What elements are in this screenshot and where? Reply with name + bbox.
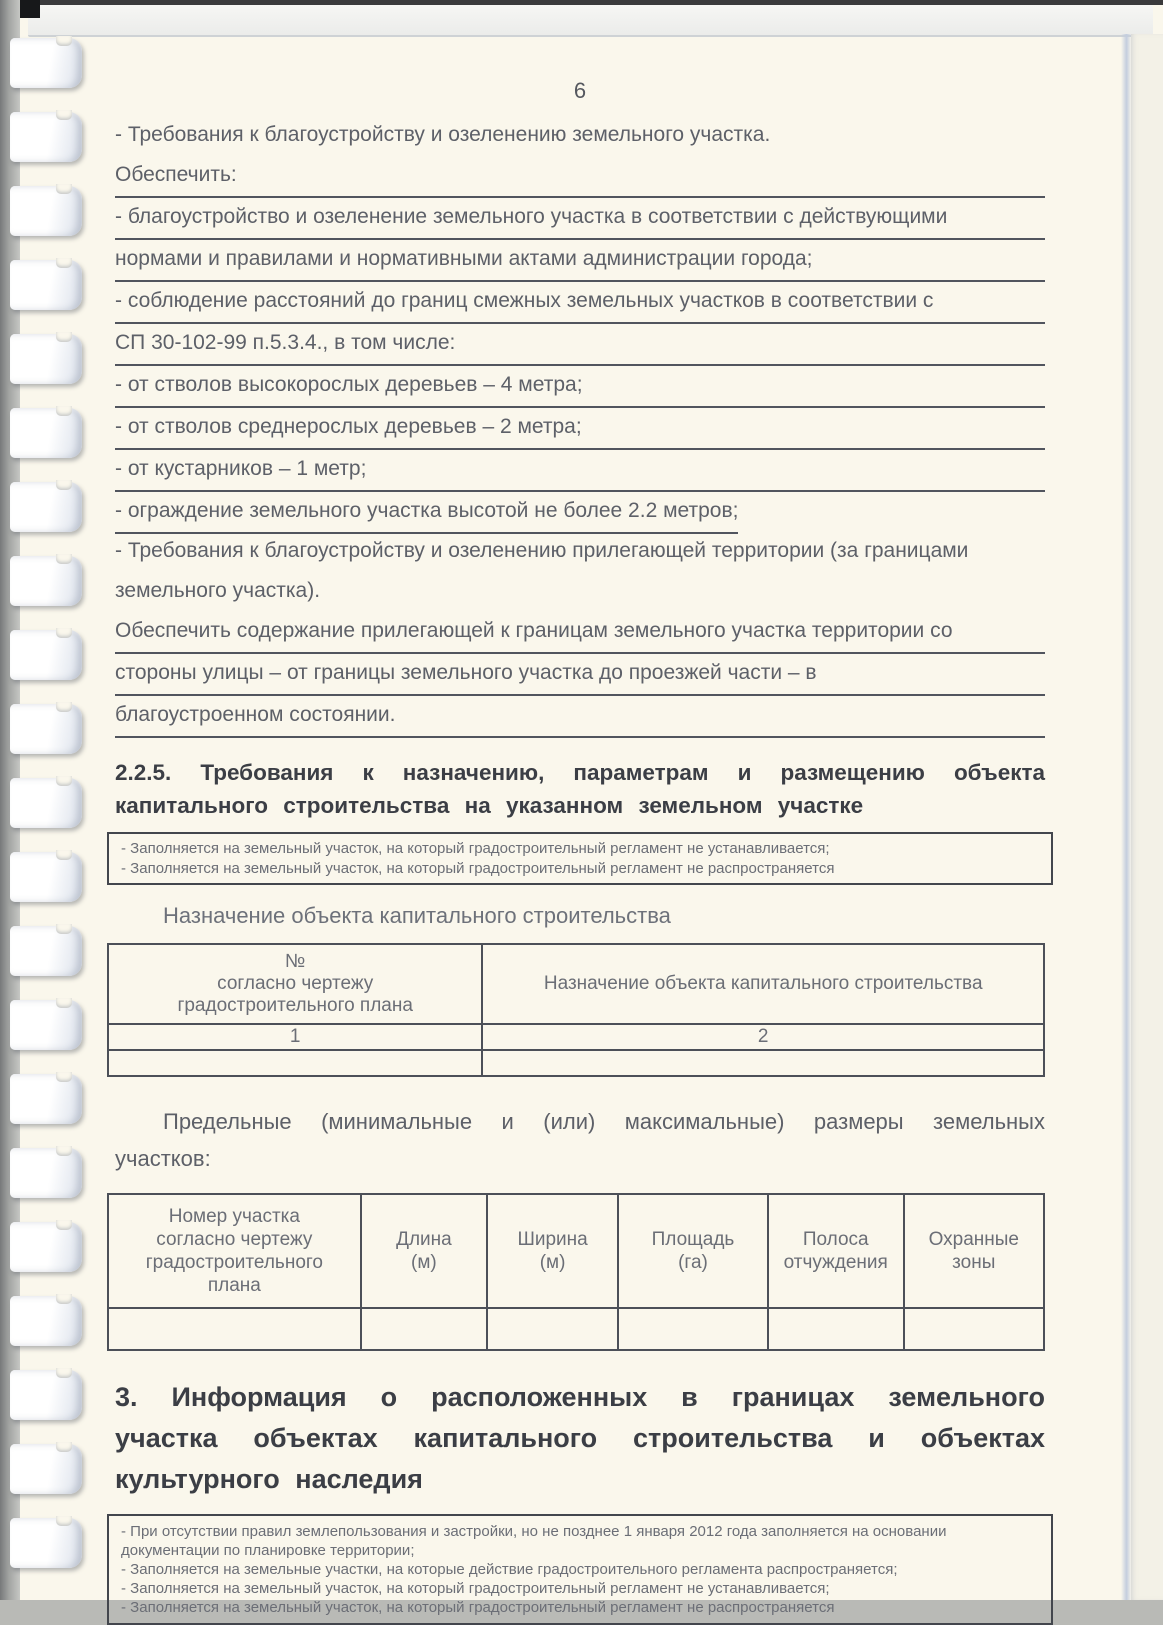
header-line: отчуждения [783,1252,888,1273]
binding-tooth [10,1222,82,1272]
note-line: - Заполняется на земельный участок, на который градостроительный регламент не устанавливается; [121,840,830,857]
binding-tooth [10,1074,82,1124]
binding-tooth [10,852,82,902]
sizes-table-header-zones [904,1194,1044,1308]
header-line: № [285,951,306,972]
document-line-underlined: стороны улицы – от границы земельного участка до проезжей части – в [115,656,1045,696]
empty-cell [108,1308,361,1350]
binding-tooth [10,926,82,976]
note-line: - При отсутствии правил землепользования и застройки, но не позднее 1 января 2012 года заполняется на основании документации по планировке территории; [121,1523,947,1559]
empty-cell [361,1308,487,1350]
sizes-table-header-width [487,1194,618,1308]
sizes-table [107,1193,1045,1351]
binding-tooth [10,408,82,458]
index-cell: 2 [482,1024,1044,1050]
document-line-underlined: - от стволов высокорослых деревьев – 4 метра; [115,368,1045,408]
binding-tooth [10,1148,82,1198]
scan-top-edge-band [28,5,1153,37]
empty-cell [768,1308,904,1350]
binding-tooth [10,556,82,606]
document-line-underlined: - благоустройство и озеленение земельного участка в соответствии с действующими [115,200,1045,240]
purpose-table-header-row [108,944,1044,1024]
sizes-table-header-length [361,1194,487,1308]
sizes-table-header-area [618,1194,768,1308]
note-line: - Заполняется на земельные участки, на которые действие градостроительного регламента распространяется; [121,1561,898,1578]
scan-top-edge-line [0,0,1163,5]
binding-tooth [10,38,82,88]
underlined-text: - ограждение земельного участка высотой не более 2.2 метров; [115,494,738,534]
sizes-table-header-number [108,1194,361,1308]
purpose-table-header-number [108,944,482,1024]
header-line: Ширина [517,1229,588,1250]
purpose-table-index-row [108,1024,1044,1050]
document-line: - Требования к благоустройству и озеленению прилегающей территории (за границами [115,539,969,562]
binding-tooth [10,1518,82,1568]
document-page [115,78,1045,1625]
document-line-underlined: СП 30-102-99 п.5.3.4., в том числе: [115,326,1045,366]
binding-tooth [10,260,82,310]
underlying-page-edge [1131,34,1163,1600]
document-line-underlined: - соблюдение расстояний до границ смежных земельных участков в соответствии с [115,284,1045,324]
header-line: Охранные [928,1229,1019,1250]
header-line: (м) [539,1252,566,1273]
sizes-table-empty-row [108,1308,1044,1350]
header-line: (га) [678,1252,708,1273]
page-number: 6 [573,78,587,103]
empty-cell [618,1308,768,1350]
header-line: градостроительного [145,1252,323,1273]
header-line: плана [207,1275,261,1296]
binding-tooth [10,334,82,384]
purpose-table-subheading: Назначение объекта капитального строительства [163,903,671,928]
document-line-underlined: Обеспечить: [115,158,1045,198]
note-box-regulations [107,832,1053,885]
purpose-table [107,943,1045,1077]
header-line: зоны [952,1252,996,1273]
empty-cell [482,1050,1044,1076]
index-cell: 1 [108,1024,482,1050]
purpose-table-empty-row [108,1050,1044,1076]
section-3-heading: 3. Информация о расположенных в границах земельного участка объектах капитального строительства и объектах культурного наследия [115,1382,1045,1494]
binding-tooth [10,630,82,680]
binding-tooth [10,778,82,828]
binding-tooth [10,112,82,162]
sizes-table-header-strip [768,1194,904,1308]
note-line: - Заполняется на земельный участок, на который градостроительный регламент не распространяется [121,859,835,877]
binding-tooth [10,186,82,236]
document-line-underlined: - от стволов среднерослых деревьев – 2 метра; [115,410,1045,450]
binding-tooth [10,1000,82,1050]
binding-strip [6,38,102,1600]
document-line-underlined: - от кустарников – 1 метр; [115,452,1045,492]
note-box-section-3 [107,1514,1053,1625]
header-line: согласно чертежу [156,1229,313,1250]
binding-tooth [10,1370,82,1420]
header-line: согласно чертежу [217,973,374,994]
note-line: - Заполняется на земельный участок, на который градостроительный регламент не устанавливается; [121,1580,830,1597]
document-line: земельного участка). [115,579,321,602]
sizes-paragraph: Предельные (минимальные и (или) максимальные) размеры земельных участков: [115,1109,1045,1171]
binding-tooth [10,482,82,532]
section-2-2-5-heading: 2.2.5. Требования к назначению, параметрам и размещению объекта капитального строительства на указанном земельном участке [115,760,1045,818]
binding-tooth [10,1296,82,1346]
binding-tooth [10,704,82,754]
empty-cell [487,1308,618,1350]
sizes-table-header-row [108,1194,1044,1308]
binding-tooth [10,1444,82,1494]
empty-cell [904,1308,1044,1350]
document-line: - Требования к благоустройству и озеленению земельного участка. [115,123,771,146]
header-line: Площадь [651,1229,735,1250]
document-line-underlined: благоустроенном состоянии. [115,698,1045,738]
document-line-underlined: Обеспечить содержание прилегающей к границам земельного участка территории со [115,614,1045,654]
purpose-table-header-purpose: Назначение объекта капитального строительства [482,944,1044,1024]
note-line: - Заполняется на земельный участок, на который градостроительный регламент не распространяется [121,1599,835,1616]
empty-cell [108,1050,482,1076]
document-line-underlined [115,494,1045,534]
page-edge-shadow [1121,34,1131,1600]
header-line: (м) [411,1252,437,1273]
header-line: Номер участка [168,1206,300,1227]
header-line: градостроительного плана [177,995,413,1016]
document-line-underlined: нормами и правилами и нормативными актами администрации города; [115,242,1045,282]
header-line: Полоса [802,1229,869,1250]
header-line: Длина [396,1229,452,1250]
